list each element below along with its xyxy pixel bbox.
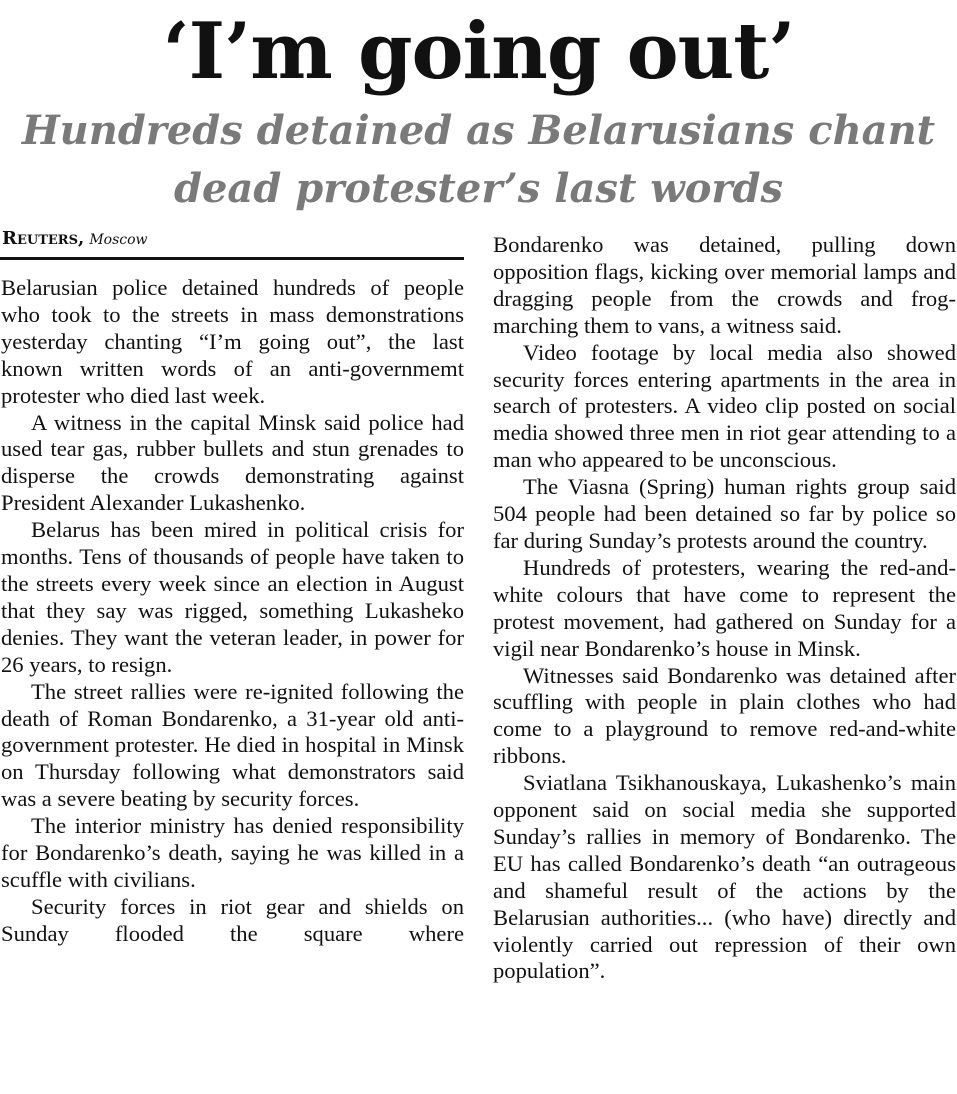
paragraph: Belarusian police detained hundreds of people who took to the streets in mass demonstrations yesterday chanting “I’m going out”, the last known written words of an anti-governmemt protester who died last week. xyxy=(1,275,464,408)
byline-rule xyxy=(0,257,464,260)
headline: ‘I’m going out’ xyxy=(162,6,795,97)
byline-location: Moscow xyxy=(89,232,148,248)
paragraph: The Viasna (Spring) human rights group said 504 people had been detained so far by police so far during Sunday’s protests around the country. xyxy=(493,474,956,553)
paragraph: Hundreds of protesters, wearing the red-and-white colours that have come to represent the protest movement, had gathered on Sunday for a vigil near Bondarenko’s house in Minsk. xyxy=(493,554,956,661)
paragraph: Security forces in riot gear and shields on Sunday flooded the square where xyxy=(1,893,464,946)
left-column xyxy=(1,275,464,948)
subheadline: Hundreds detained as Belarusians chant dead protester’s last words xyxy=(21,107,936,212)
paragraph: A witness in the capital Minsk said police had used tear gas, rubber bullets and stun grenades to disperse the crowds demonstrating against President Alexander Lukashenko. xyxy=(1,409,464,516)
paragraph: Bondarenko was detained, pulling down opposition flags, kicking over memorial lamps and dragging people from the crowds and frog-marching them to vans, a witness said. xyxy=(493,232,956,338)
paragraph: Witnesses said Bondarenko was detained after scuffling with people in plain clothes who had come to a playground to remove red-and-white ribbons. xyxy=(493,662,956,769)
byline-agency: Reuters, xyxy=(2,228,85,249)
paragraph: Video footage by local media also showed security forces entering apartments in the area in search of protesters. A video clip posted on social media showed three men in riot gear attending to a man who appeared to be unconscious. xyxy=(493,339,956,473)
paragraph: The interior ministry has denied responsibility for Bondarenko’s death, saying he was killed in a scuffle with civilians. xyxy=(1,813,464,892)
paragraph: The street rallies were re-ignited following the death of Roman Bondarenko, a 31-year old anti-government protester. He died in hospital in Minsk on Thursday following what demonstrators said was a severe beating by security forces. xyxy=(1,678,464,812)
paragraph: Sviatlana Tsikhanouskaya, Lukashenko’s main opponent said on social media she supported Sunday’s rallies in memory of Bondarenko. The EU has called Bondarenko’s death “an outrageous and shameful result of the actions by the Belarusian authorities... (who have) directly and violently carried out repression of their own population”. xyxy=(493,770,956,984)
right-column xyxy=(493,232,956,985)
byline xyxy=(2,228,464,251)
paragraph: Belarus has been mired in political crisis for months. Tens of thousands of people have taken to the streets every week since an election in August that they say was rigged, something Lukasheko denies. They want the veteran leader, in power for 26 years, to resign. xyxy=(1,517,464,677)
